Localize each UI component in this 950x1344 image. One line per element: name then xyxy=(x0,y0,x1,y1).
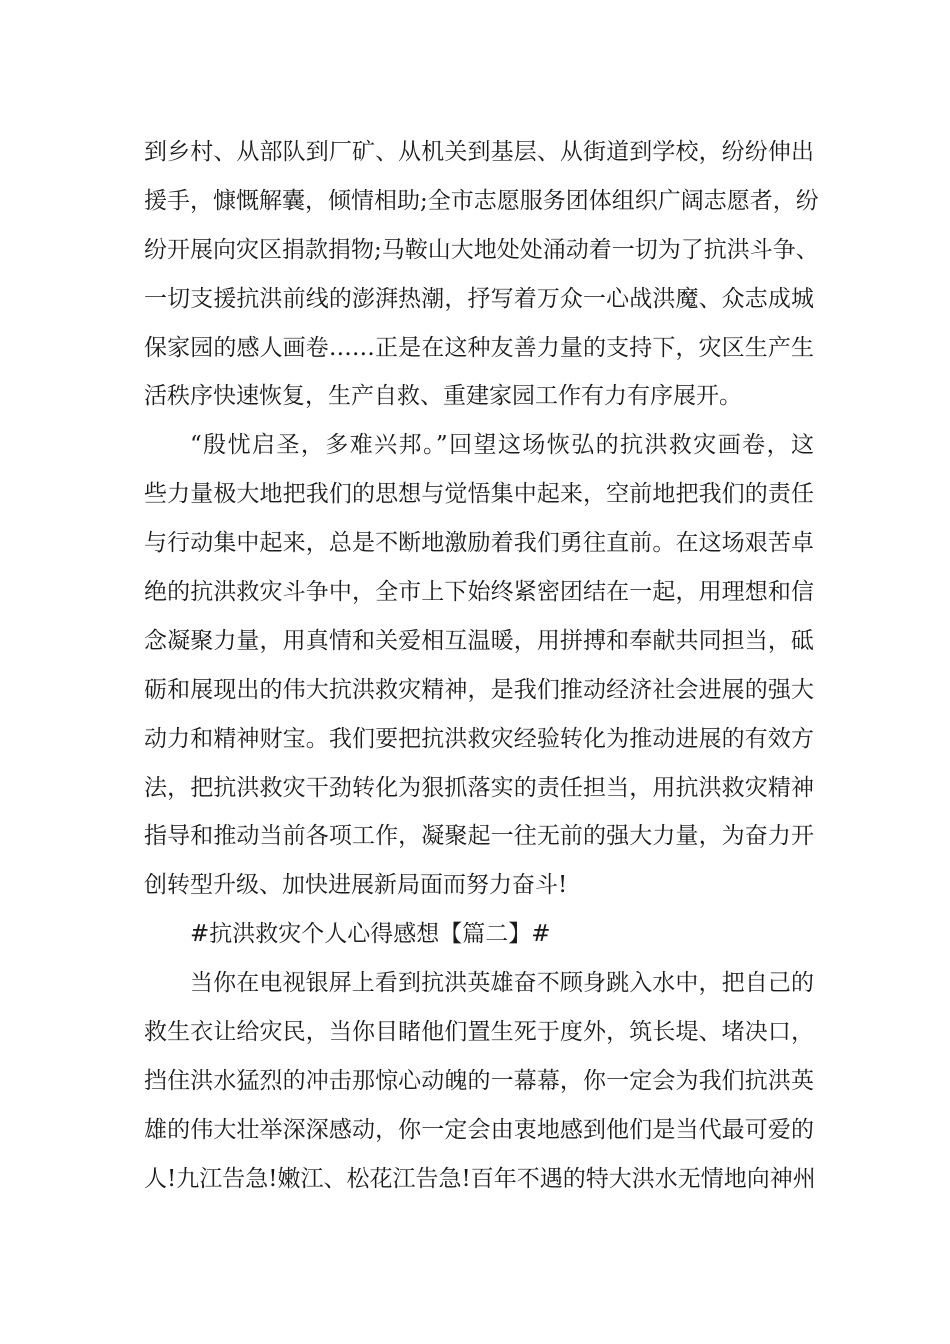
text-line: 保家园的感人画卷……正是在这种友善力量的支持下，灾区生产生 xyxy=(144,334,814,361)
text-line: 念凝聚力量，用真情和关爱相互温暖，用拼搏和奉献共同担当，砥 xyxy=(144,627,814,654)
text-line: 活秩序快速恢复，生产自救、重建家园工作有力有序展开。 xyxy=(144,383,742,410)
text-line: “殷忧启圣，多难兴邦。”回望这场恢弘的抗洪救灾画卷，这 xyxy=(190,432,814,459)
text-line: 法，把抗洪救灾干劲转化为狠抓落实的责任担当，用抗洪救灾精神 xyxy=(144,774,814,801)
section-heading: #抗洪救灾个人心得感想【篇二】# xyxy=(190,921,551,948)
text-line: 指导和推动当前各项工作，凝聚起一往无前的强大力量，为奋力开 xyxy=(144,823,814,850)
text-line: 援手，慷慨解囊，倾情相助;全市志愿服务团体组织广阔志愿者，纷 xyxy=(144,187,819,214)
text-line: 到乡村、从部队到厂矿、从机关到基层、从街道到学校，纷纷伸出 xyxy=(144,139,814,165)
text-line: 砺和展现出的伟大抗洪救灾精神，是我们推动经济社会进展的强大 xyxy=(144,676,814,703)
text-line: 纷开展向灾区捐款捐物;马鞍山大地处处涌动着一切为了抗洪斗争、 xyxy=(144,236,819,263)
text-line: 些力量极大地把我们的思想与觉悟集中起来，空前地把我们的责任 xyxy=(144,481,814,508)
text-line: 雄的伟大壮举深深感动，你一定会由衷地感到他们是当代最可爱的 xyxy=(144,1116,814,1143)
text-line: 创转型升级、加快进展新局面而努力奋斗! xyxy=(144,872,568,899)
body-text xyxy=(144,128,819,1204)
text-line: 与行动集中起来，总是不断地激励着我们勇往直前。在这场艰苦卓 xyxy=(144,530,814,557)
text-line: 挡住洪水猛烈的冲击那惊心动魄的一幕幕，你一定会为我们抗洪英 xyxy=(144,1067,814,1094)
text-line: 人!九江告急!嫩江、松花江告急!百年不遇的特大洪水无情地向神州 xyxy=(144,1165,816,1192)
text-line: 动力和精神财宝。我们要把抗洪救灾经验转化为推动进展的有效方 xyxy=(144,725,814,752)
text-line: 绝的抗洪救灾斗争中，全市上下始终紧密团结在一起，用理想和信 xyxy=(144,579,814,606)
text-line: 救生衣让给灾民，当你目睹他们置生死于度外，筑长堤、堵决口， xyxy=(144,1019,814,1046)
text-line: 一切支援抗洪前线的澎湃热潮，抒写着万众一心战洪魔、众志成城 xyxy=(144,285,814,312)
text-line: 当你在电视银屏上看到抗洪英雄奋不顾身跳入水中，把自己的 xyxy=(190,970,814,997)
